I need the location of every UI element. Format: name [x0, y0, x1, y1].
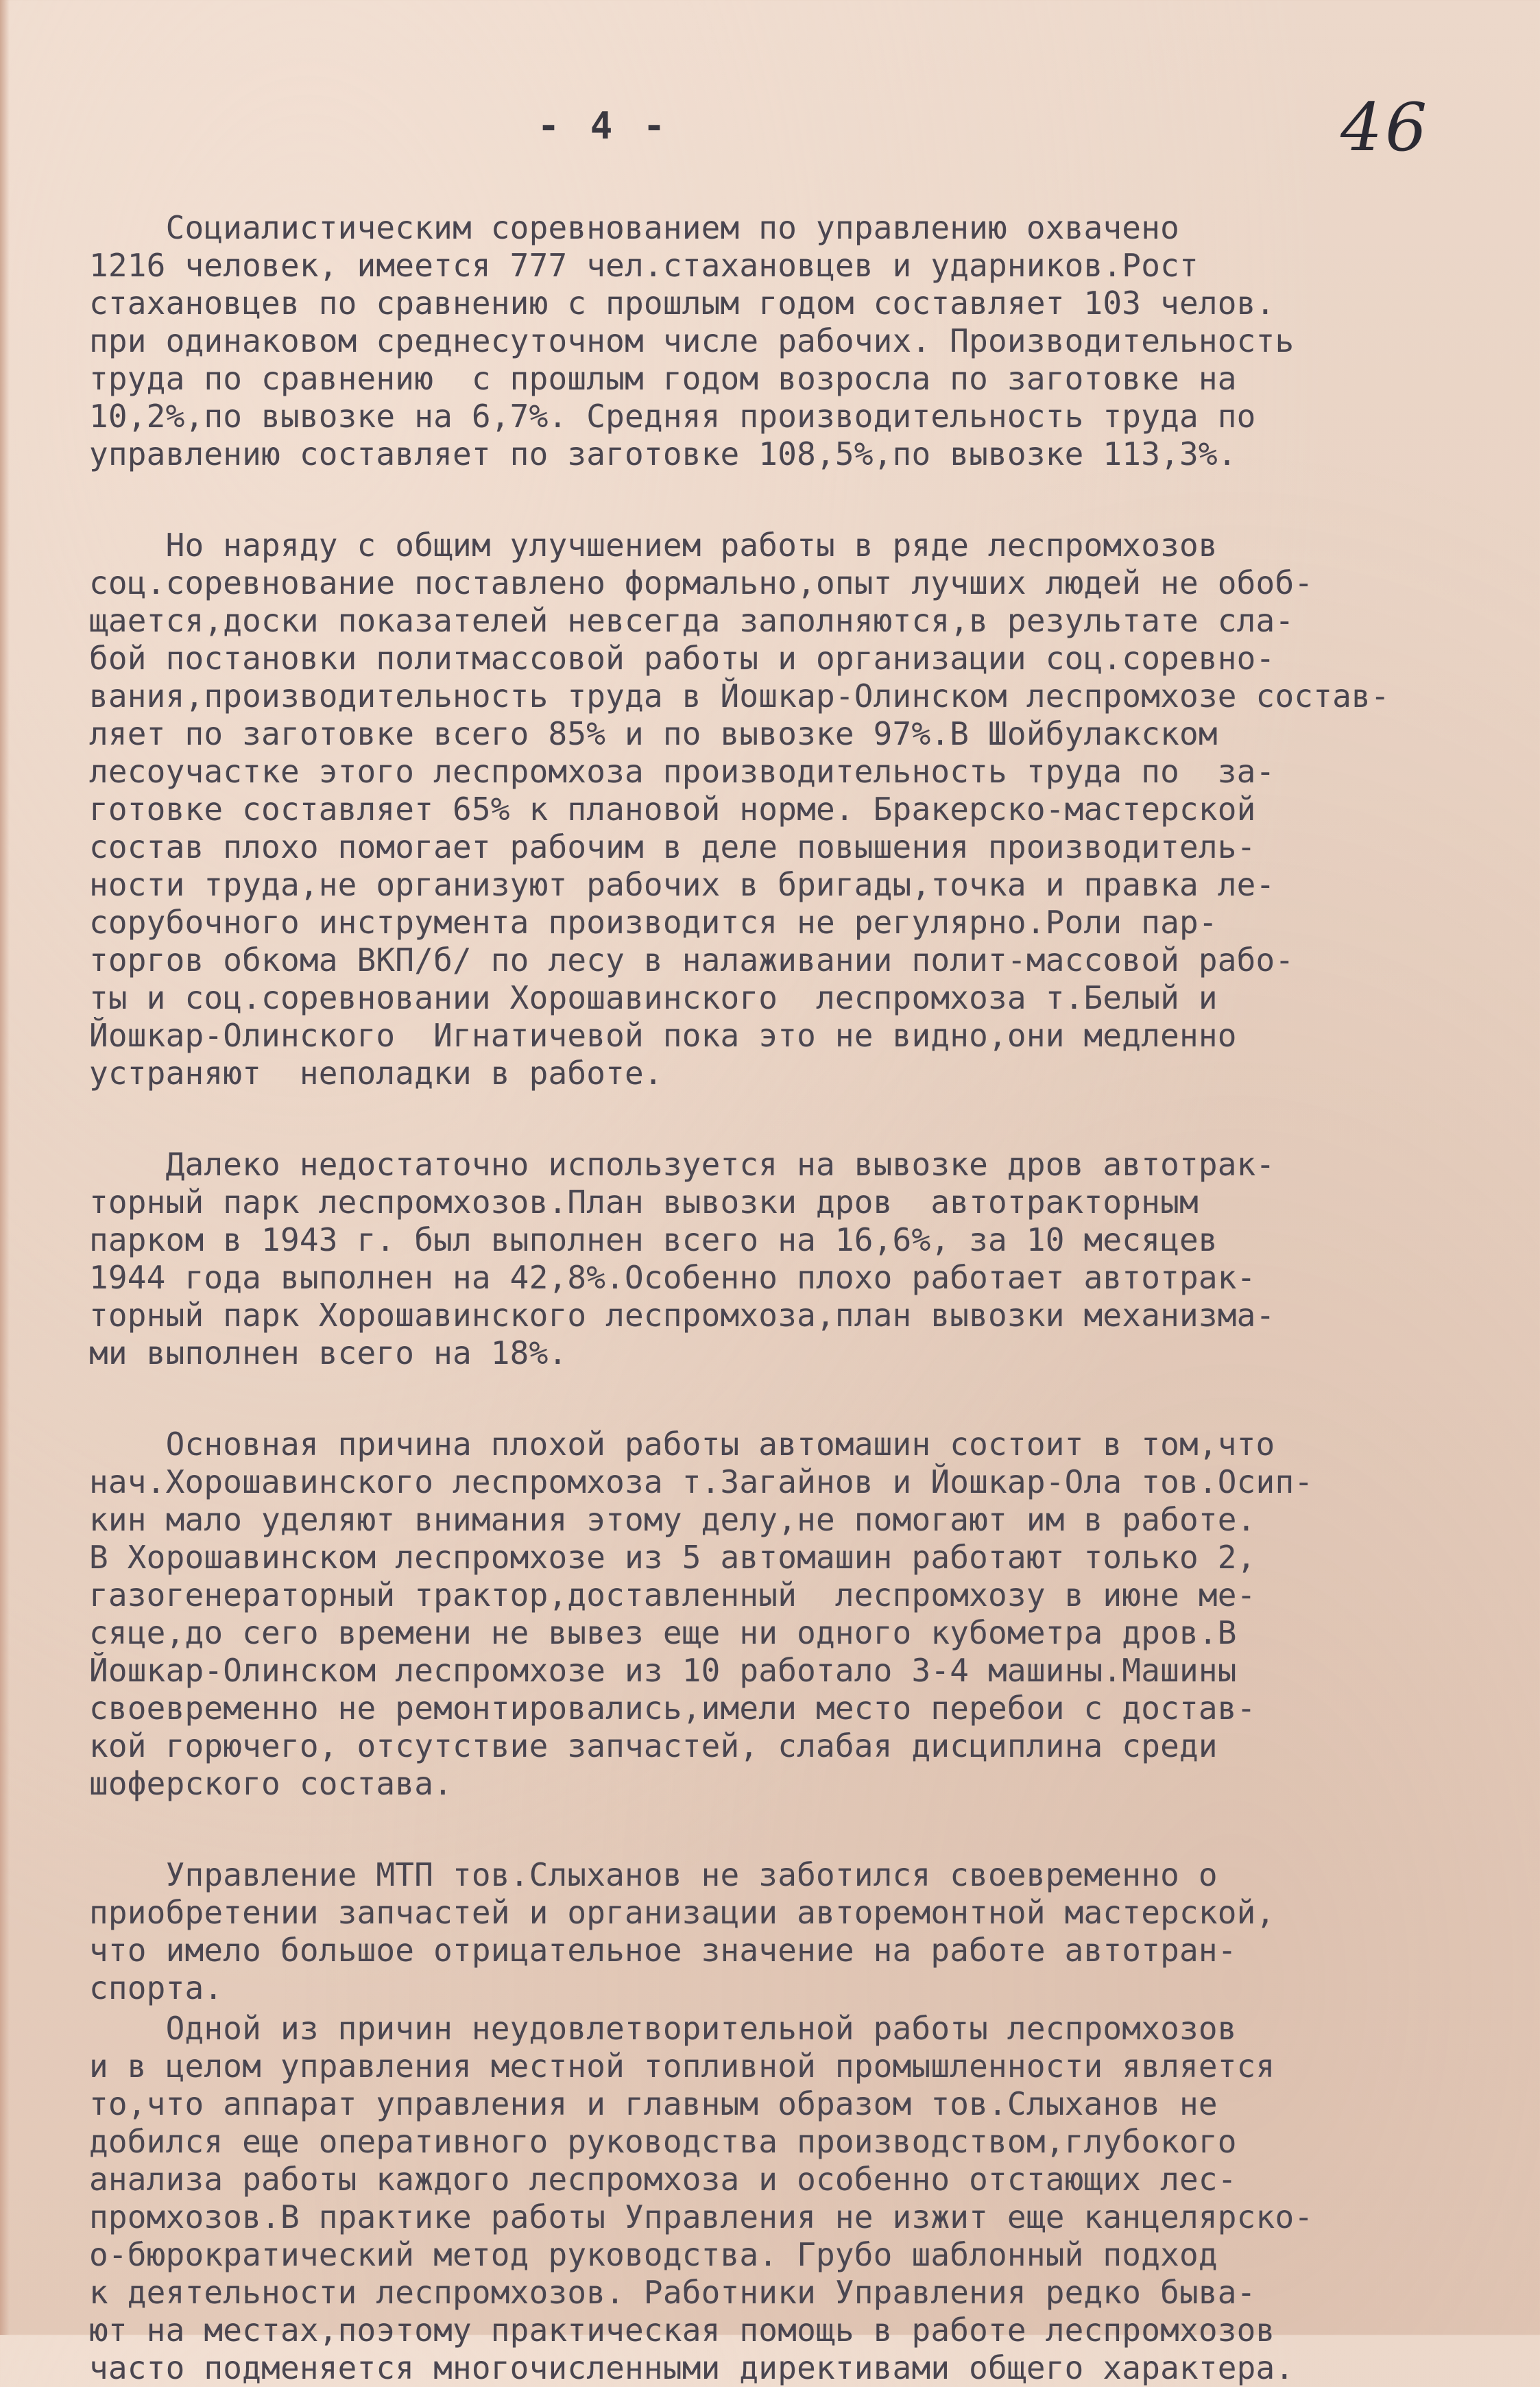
archive-folio-number: 46	[1340, 89, 1430, 166]
paragraph-formal-competition: Но наряду с общим улучшением работы в ряде леспромхозов соц.соревнование поставлено формально,опыт лучших людей не обоб- щается,доски показателей невсегда заполняются,в результате сла- бой постановки политмассовой работы и организации соц.соревно- вания,производительность труда в Йошкар-Олинском леспромхозе состав- ляет по заготовке всего 85% и по вывозке 97%.В Шойбулакском лесоучастке этого леспромхоза производительность труда по за- готовке составляет 65% к плановой норме. Бракерско-мастерской состав плохо помогает рабочим в деле повышения производитель- ности труда,не организуют рабочих в бригады,точка и правка ле- сорубочного инструмента производится не регулярно.Роли пар- торгов обкома ВКП/б/ по лесу в налаживании полит-массовой рабо- ты и соц.соревновании Хорошавинского леспромхоза т.Белый и Йошкар-Олинского Игнатичевой пока это не видно,они медленно устраняют неполадки в работе.	[89, 527, 1390, 1092]
document-body	[89, 209, 1515, 2387]
paragraph-management-spare-parts: Управление МТП тов.Слыханов не заботился своевременно о приобретении запчастей и организации авторемонтной мастерской, что имело большое отрицательное значение на работе автотран- спорта.	[89, 1856, 1275, 2006]
paragraph-socialist-competition: Социалистическим соревнованием по управлению охвачено 1216 человек, имеется 777 чел.стахановцев и ударников.Рост стахановцев по сравнению с прошлым годом составляет 103 челов. при одинаковом среднесуточном числе рабочих. Производительность труда по сравнению с прошлым годом возросла по заготовке на 10,2%,по вывозке на 6,7%. Средняя производительность труда по управлению составляет по заготовке 108,5%,по вывозке 113,3%.	[89, 209, 1295, 472]
page-number: - 4 -	[537, 104, 670, 147]
page-header	[0, 89, 1540, 171]
paragraph-management-apparatus: Одной из причин неудовлетворительной работы леспромхозов и в целом управления местной топливной промышленности является то,что аппарат управления и главным образом тов.Слыханов не добился еще оперативного руководства производством,глубокого анализа работы каждого леспромхоза и особенно отстающих лес- промхозов.В практике работы Управления не изжит еще канцелярско- о-бюрократический метод руководства. Грубо шаблонный подход к деятельности леспромхозов. Работники Управления редко быва- ют на местах,поэтому практическая помощь в работе леспромхозов часто подменяется многочисленными директивами общего характера.	[89, 2010, 1314, 2386]
paragraph-vehicle-fleet: Далеко недостаточно используется на вывозке дров автотрак- торный парк леспромхозов.План вывозки дров автотракторным парком в 1943 г. был выполнен всего на 16,6%, за 10 месяцев 1944 года выполнен на 42,8%.Особенно плохо работает автотрак- торный парк Хорошавинского леспромхоза,план вывозки механизма- ми выполнен всего на 18%.	[89, 1146, 1275, 1371]
paragraph-main-reason: Основная причина плохой работы автомашин состоит в том,что нач.Хорошавинского леспромхоза т.Загайнов и Йошкар-Ола тов.Осип- кин мало уделяют внимания этому делу,не помогают им в работе. В Хорошавинском леспромхозе из 5 автомашин работают только 2, газогенераторный трактор,доставленный леспромхозу в июне ме- сяце,до сего времени не вывез еще ни одного кубометра дров.В Йошкар-Олинском леспромхозе из 10 работало 3-4 машины.Машины своевременно не ремонтировались,имели место перебои с достав- кой горючего, отсутствие запчастей, слабая дисциплина среди шоферского состава.	[89, 1426, 1314, 1802]
page-left-edge-shadow	[0, 0, 10, 2335]
